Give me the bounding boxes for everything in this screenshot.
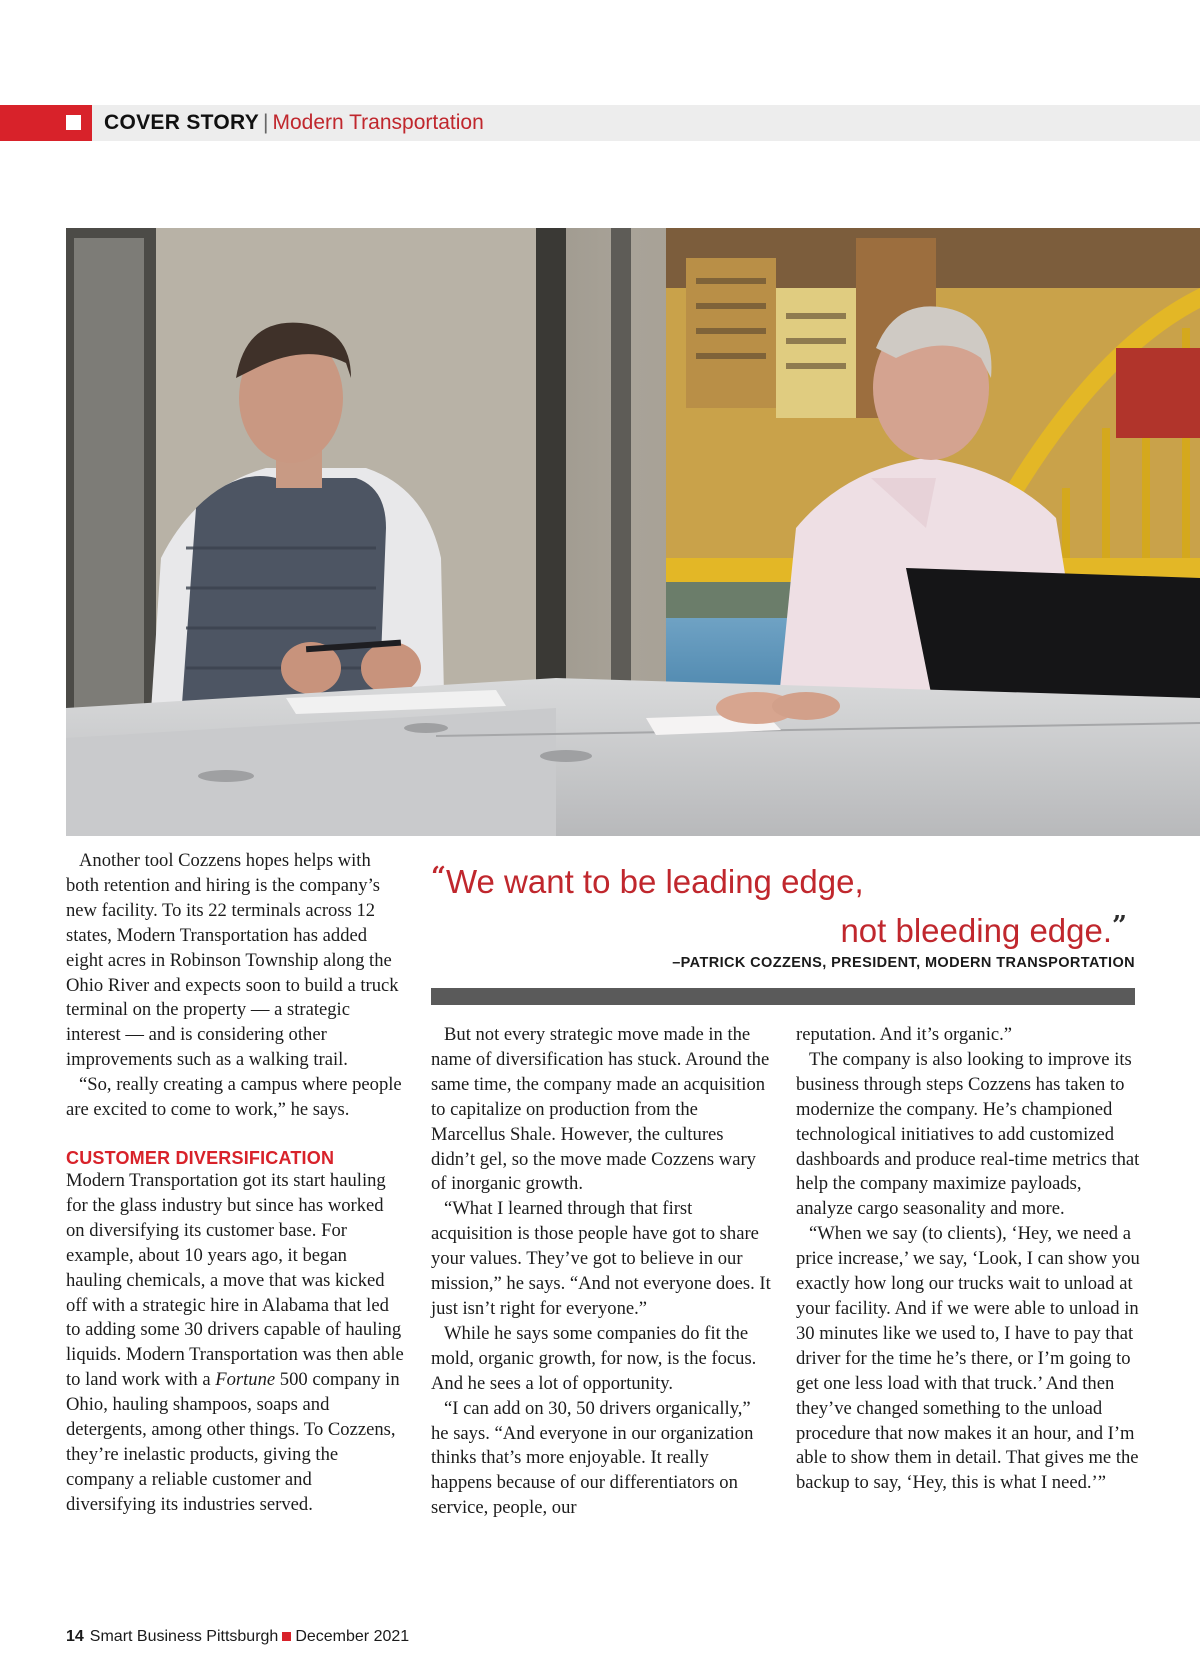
photo-two-men-conference-table-icon bbox=[66, 228, 1200, 836]
paragraph: “So, really creating a campus where people are excited to come to work,” he says. bbox=[66, 1074, 402, 1121]
close-quote-mark: ” bbox=[1112, 911, 1127, 941]
header-title bbox=[104, 111, 484, 135]
section-header bbox=[0, 105, 1200, 141]
paragraph: Another tool Cozzens hopes helps with both retention and hiring is the company’s new facility. To its 22 terminals across 12 states, Modern Transportation has added eight acres in Robinson Township along the Ohio River and expects soon to build a truck terminal on the property — a strategic interest — and is considering other improvements such as a walking trail. bbox=[66, 850, 399, 1071]
body-column-1 bbox=[66, 849, 406, 1518]
section-label: COVER STORY bbox=[104, 111, 259, 134]
quote-attribution: –PATRICK COZZENS, PRESIDENT, MODERN TRANSPORTATION bbox=[672, 955, 1135, 971]
paragraph-text: Modern Transportation got its start hauling for the glass industry but since has worked on diversifying its customer base. For example, about 10 years ago, it began hauling chemicals, a move that was kicked off with a strategic hire in Alabama that led to adding some 30 drivers capable of hauling liquids. Modern Transportation was then able to land work with a bbox=[66, 1169, 404, 1391]
issue-date: December 2021 bbox=[295, 1628, 410, 1645]
body-column-2 bbox=[431, 1023, 771, 1521]
fortune-italic: Fortune bbox=[215, 1369, 276, 1391]
header-square-icon bbox=[66, 115, 81, 130]
header-red-block bbox=[0, 105, 92, 141]
open-quote-mark: “ bbox=[431, 862, 446, 892]
pull-quote-text-1: We want to be leading edge, bbox=[445, 863, 864, 900]
pull-quote-text-2: not bleeding edge. bbox=[840, 912, 1113, 949]
pull-quote bbox=[431, 855, 1135, 953]
paragraph: While he says some companies do fit the mold, organic growth, for now, is the focus. And he sees a lot of opportunity. bbox=[431, 1322, 757, 1394]
paragraph: “What I learned through that first acquisition is those people have got to share your values. They’ve got to believe in our mission,” he says. “And not everyone does. It just isn’t right for everyone.” bbox=[431, 1198, 771, 1319]
page-footer bbox=[66, 1628, 409, 1646]
paragraph bbox=[66, 1169, 406, 1518]
paragraph: “When we say (to clients), ‘Hey, we need a price increase,’ we say, ‘Look, I can show you exactly how long our trucks wait to unload at your facility. And if we were able to unload in 30 minutes like we used to, I have to pay that driver for the time he’s there, or I’m going to get one less load with that truck.’ And then they’ve changed something to the unload procedure that now makes it an hour, and I’m able to show them in detail. That gives me the backup to say, ‘Hey, this is what I need.’” bbox=[796, 1223, 1140, 1494]
paragraph: “I can add on 30, 50 drivers organically,” he says. “And everyone in our organization thinks that’s more enjoyable. It really happens because of our differentiators on service, people, our bbox=[431, 1397, 754, 1519]
pull-quote-line-2 bbox=[431, 904, 1135, 953]
feature-photo bbox=[66, 228, 1200, 836]
page-number: 14 bbox=[66, 1628, 84, 1645]
paragraph: reputation. And it’s organic.” bbox=[796, 1024, 1013, 1045]
topic-label: Modern Transportation bbox=[272, 111, 484, 134]
paragraph: But not every strategic move made in the name of diversification has stuck. Around the same time, the company made an acquisition to capitalize on production from the Marcellus Shale. However, the cultures didn’t gel, so the move made Cozzens wary of inorganic growth. bbox=[431, 1024, 770, 1195]
paragraph-text: 500 company in Ohio, hauling shampoos, soaps and detergents, among other things. To Cozzens, they’re inelastic products, giving the company a reliable customer and diversifying its industries served. bbox=[66, 1369, 400, 1515]
paragraph: The company is also looking to improve its business through steps Cozzens has taken to modernize the company. He’s championed technological initiatives to add customized dashboards and produce real-time metrics that help the company maximize payloads, analyze cargo seasonality and more. bbox=[796, 1048, 1140, 1220]
footer-square-icon bbox=[282, 1632, 291, 1641]
publication-name: Smart Business Pittsburgh bbox=[89, 1628, 279, 1645]
subhead-customer-diversification: CUSTOMER DIVERSIFICATION bbox=[66, 1147, 335, 1168]
header-separator: | bbox=[263, 111, 269, 134]
quote-divider-bar bbox=[431, 988, 1135, 1005]
body-column-3 bbox=[796, 1023, 1140, 1496]
pull-quote-line-1 bbox=[431, 855, 1135, 904]
